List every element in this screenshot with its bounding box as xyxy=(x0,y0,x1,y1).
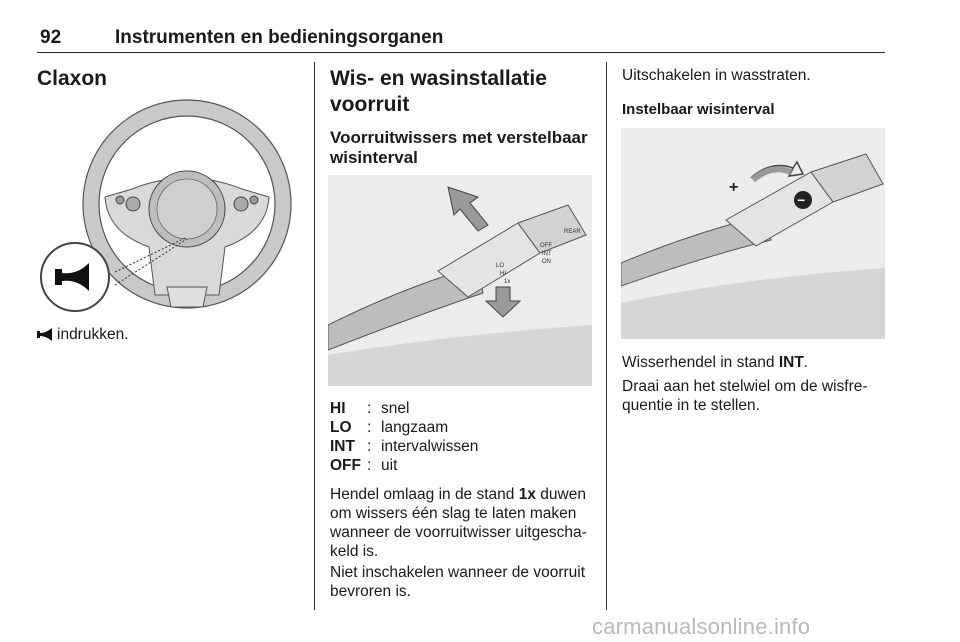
wiper-lever-figure xyxy=(328,175,592,386)
chapter-title: Instrumenten en bedieningsorganen xyxy=(115,27,444,48)
header-rule xyxy=(37,52,885,53)
interval-adjust-figure xyxy=(621,128,885,339)
lever-int-instruction: Wisserhendel in stand INT. xyxy=(622,354,809,371)
svg-text:ON: ON xyxy=(542,259,551,265)
horn-icon xyxy=(37,328,53,341)
section-heading-wipers: Wis- en wasinstallatie voorruit xyxy=(330,67,547,116)
subheading-variable-interval: Voorruitwissers met verstelbaar wisinterval xyxy=(330,128,588,167)
subheading-adjustable-interval: Instelbaar wisinterval xyxy=(622,101,775,118)
svg-text:HI: HI xyxy=(500,271,506,277)
horn-instruction-text: indrukken. xyxy=(57,326,129,343)
definition-row: OFF : uit xyxy=(330,457,398,474)
plus-label: + xyxy=(729,179,739,196)
adjust-wheel-instruction: Draai aan het stelwiel om de wisfre- quentie in te stellen. xyxy=(622,378,868,414)
column-divider-2 xyxy=(606,62,607,610)
definition-row: HI : snel xyxy=(330,400,410,417)
column-divider-1 xyxy=(314,62,315,610)
svg-text:LO: LO xyxy=(496,263,505,269)
svg-text:OFF: OFF xyxy=(540,243,552,249)
svg-text:INT: INT xyxy=(542,251,552,257)
minus-label: − xyxy=(797,192,806,208)
definition-row: INT : intervalwissen xyxy=(330,438,479,455)
horn-instruction xyxy=(37,325,129,344)
car-wash-note: Uitschakelen in wasstraten. xyxy=(622,67,811,84)
wiper-settings-list xyxy=(330,399,600,475)
svg-text:REAR: REAR xyxy=(564,229,581,235)
wiper-single-wipe-paragraph: Hendel omlaag in de stand 1x duwen om wissers één slag te laten maken wanneer de voorruitwisser uitgescha- keld is. xyxy=(330,486,587,560)
wiper-frozen-warning-paragraph: Niet inschakelen wanneer de voorruit bevroren is. xyxy=(330,564,586,600)
section-heading-claxon: Claxon xyxy=(37,67,108,90)
svg-text:1x: 1x xyxy=(504,279,511,285)
page-number: 92 xyxy=(40,27,62,48)
watermark: carmanualsonline.info xyxy=(592,614,811,639)
steering-wheel-figure xyxy=(37,97,302,312)
definition-row: LO : langzaam xyxy=(330,419,449,436)
